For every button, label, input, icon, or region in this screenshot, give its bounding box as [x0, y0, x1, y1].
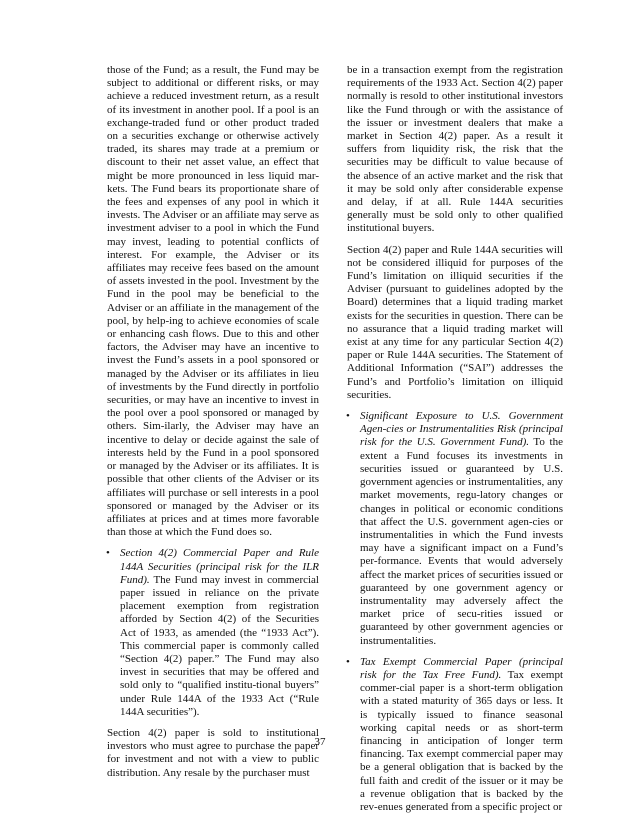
bullet-marker: •	[346, 655, 350, 668]
bullet-heading: Tax Exempt Commercial Paper (principal risk for the Tax Free Fund).	[360, 655, 563, 681]
bullet-body: To the extent a Fund focuses its investments in securities issued or guaranteed by U.S. government agencies or instrumentalities, any market movements, regu-latory changes or changes in political or economic conditions that affect the U.S. government agen-cies or instrumentalities in which the Fund invests may have a significant impact on a Fund’s per-formance. Events that would adversely affect the market prices of securities issued or guaranteed by one government agency or instrumentality may adversely affect the market price of secu-rities issued or guaranteed by other government agencies or instrumentalities.	[360, 436, 563, 647]
page-number: 37	[314, 736, 326, 748]
bullet-marker: •	[106, 547, 110, 560]
bullet-marker: •	[346, 410, 350, 423]
paragraph-pool-investment: those of the Fund; as a result, the Fund may be subject to additional or different risks, or may achieve a reduced investment return, as a result of its investment in another pool. If a pool is an exchange-traded fund or other product traded on a securities exchange or otherwise actively traded, its shares may trade at a premium or discount to their net asset value, an effect that might be more pronounced in less liquid mar-kets. The Fund bears its proportionate share of the fees and expenses of any pool in which it invests. The Adviser or an affiliate may serve as investment adviser to a pool in which the Fund may invest, leading to potential conflicts of interest. For example, the Adviser or its affiliates may receive fees based on the amount of assets invested in the pool. Investment by the Fund in the pool may be beneficial to the Adviser or an affiliate in the management of the pool, by help-ing to achieve economies of scale or enhancing cash flows. Due to this and other factors, the Adviser may have an incentive to invest the Fund’s assets in a pool sponsored or managed by the Adviser or its affiliates in lieu of investments by the Fund directly in portfolio securities, or may have an incentive to invest in the pool over a pool sponsored or managed by others. Sim-ilarly, the Adviser may have an incentive to delay or decide against the sale of interests held by the Fund in a pool sponsored or managed by the Adviser or its affiliates. It is possible that other clients of the Adviser or its affiliates will purchase or sell interests in a pool sponsored or managed by the Adviser or its affiliates at prices and at times more favorable than those at which the Fund does so.	[107, 64, 319, 539]
paragraph-illiquid-limitation: Section 4(2) paper and Rule 144A securities will not be considered illiquid for purposes of the Fund’s limitation on illiquid securities if the Adviser (pursuant to guidelines adopted by the Board) determines that a liquid trading market exists for the securities in question. There can be no assurance that a liquid trading market will exist at any time for any particular Section 4(2) paper or Rule 144A securities. The Statement of Additional Information (“SAI”) addresses the Fund’s and Portfolio’s limitation on illiquid securities.	[347, 243, 563, 401]
bullet-heading: Significant Exposure to U.S. Government Agen-cies or Instrumentalities Risk (principal risk for the U.S. Government Fund).	[360, 410, 563, 449]
bullet-body: Tax exempt commer-cial paper is a short-term obligation with a stated maturity of 365 days or less. It is typically issued to finance seasonal working capital needs or as short-term financing in anticipation of longer term financing. Tax exempt commercial paper may be a general obligation that is backed by the full faith and credit of the issuer or it may be a revenue obligation that is backed by the rev-enues generated from a specific project or	[360, 668, 563, 813]
left-column	[107, 64, 319, 788]
bullet-heading: Section 4(2) Commercial Paper and Rule 144A Securities (principal risk for the ILR Fund).	[120, 547, 319, 586]
right-column	[347, 64, 563, 822]
bullet-tax-exempt-paper	[347, 656, 563, 814]
bullet-government-agencies	[347, 410, 563, 648]
paragraph-resale-continuation: be in a transaction exempt from the registration requirements of the 1933 Act. Section 4(2) paper normally is resold to other institutional investors like the Fund through or with the assistance of the issuer or investment dealers that make a market in Section 4(2) paper. As a result it suffers from liquidity risk, the risk that the securities may be difficult to value because of the absence of an active market and the risk that it may be sold only after considerable expense and delay, if at all. Rule 144A securities generally must be sold only to other qualified institutional buyers.	[347, 64, 563, 235]
bullet-body: The Fund may invest in commercial paper issued in reliance on the private placement exemption from registration afforded by Section 4(2) of the Securities Act of 1933, as amended (the “1933 Act”). This commercial paper is commonly called “Section 4(2) paper.” The Fund may also invest in securities that may be offered and sold only to “qualified institu-tional buyers” under Rule 144A of the 1933 Act (“Rule 144A securities”).	[120, 573, 319, 718]
paragraph-section-4-2-sale: Section 4(2) paper is sold to institutional investors who must agree to purchase the paper for investment and not with a view to public distribution. Any resale by the purchaser must	[107, 726, 319, 779]
bullet-section-4-2-paper	[107, 547, 319, 719]
